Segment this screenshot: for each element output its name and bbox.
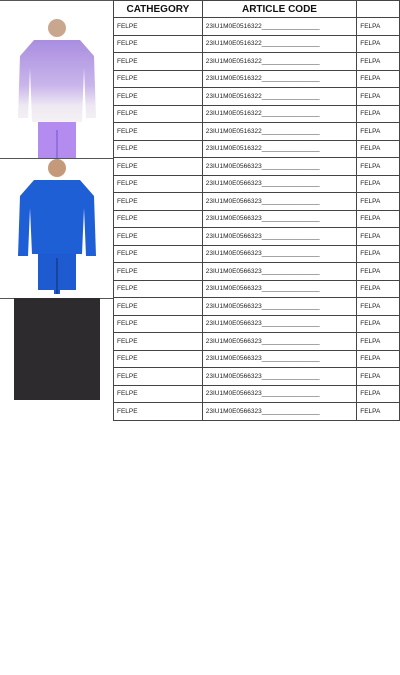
cell-type: FELPA [357,35,400,53]
table-row [114,35,400,53]
cell-article-code: 23IU1M0E0566323________________ [202,368,357,386]
table-row [114,315,400,333]
cell-article-code: 23IU1M0E0566323________________ [202,298,357,316]
cell-type: FELPA [357,315,400,333]
cell-type: FELPA [357,245,400,263]
table-row [114,350,400,368]
cell-category: FELPE [114,333,203,351]
cell-type: FELPA [357,263,400,281]
product-image-column [0,0,114,675]
cell-type: FELPA [357,140,400,158]
cell-category: FELPE [114,245,203,263]
cell-category: FELPE [114,368,203,386]
cell-article-code: 23IU1M0E0516322________________ [202,140,357,158]
table-row [114,210,400,228]
header-category: CATHEGORY [114,1,203,18]
cell-type: FELPA [357,175,400,193]
cell-type: FELPA [357,18,400,36]
cell-article-code: 23IU1M0E0566323________________ [202,280,357,298]
cell-type: FELPA [357,228,400,246]
table-header-row [114,1,400,18]
cell-type: FELPA [357,53,400,71]
cell-category: FELPE [114,140,203,158]
table-row [114,70,400,88]
image-divider [0,0,113,1]
cell-article-code: 23IU1M0E0516322________________ [202,70,357,88]
cell-type: FELPA [357,280,400,298]
table-row [114,105,400,123]
table-row [114,245,400,263]
cell-type: FELPA [357,368,400,386]
cell-article-code: 23IU1M0E0566323________________ [202,175,357,193]
cell-category: FELPE [114,105,203,123]
cell-article-code: 23IU1M0E0516322________________ [202,35,357,53]
cell-category: FELPE [114,403,203,421]
cell-article-code: 23IU1M0E0516322________________ [202,53,357,71]
blue-sweatshirt-photo [14,158,100,298]
cell-category: FELPE [114,210,203,228]
cell-category: FELPE [114,158,203,176]
cell-category: FELPE [114,123,203,141]
table-row [114,140,400,158]
cell-category: FELPE [114,280,203,298]
table-row [114,158,400,176]
cell-type: FELPA [357,88,400,106]
table-row [114,263,400,281]
cell-type: FELPA [357,123,400,141]
table-row [114,403,400,421]
header-article-code: ARTICLE CODE [202,1,357,18]
cell-category: FELPE [114,385,203,403]
cell-article-code: 23IU1M0E0566323________________ [202,350,357,368]
cell-category: FELPE [114,175,203,193]
table-body [114,18,400,421]
cell-article-code: 23IU1M0E0566323________________ [202,193,357,211]
cell-article-code: 23IU1M0E0566323________________ [202,228,357,246]
cell-category: FELPE [114,350,203,368]
cell-type: FELPA [357,333,400,351]
brand-logo: ICE PLAY [58,612,74,675]
cell-type: FELPA [357,193,400,211]
header-type [357,1,400,18]
cell-category: FELPE [114,70,203,88]
table-row [114,88,400,106]
table-row [114,193,400,211]
cell-type: FELPA [357,105,400,123]
brand-logo-panel [14,298,100,675]
cell-category: FELPE [114,298,203,316]
cell-article-code: 23IU1M0E0566323________________ [202,403,357,421]
cell-article-code: 23IU1M0E0566323________________ [202,263,357,281]
cell-article-code: 23IU1M0E0566323________________ [202,210,357,228]
cell-category: FELPE [114,228,203,246]
cell-article-code: 23IU1M0E0516322________________ [202,18,357,36]
table-row [114,53,400,71]
cell-article-code: 23IU1M0E0566323________________ [202,333,357,351]
table-row [114,18,400,36]
cell-category: FELPE [114,35,203,53]
article-table [113,0,400,421]
table-row [114,123,400,141]
cell-type: FELPA [357,158,400,176]
table-row [114,368,400,386]
cell-article-code: 23IU1M0E0566323________________ [202,315,357,333]
table-row [114,228,400,246]
cell-article-code: 23IU1M0E0566323________________ [202,385,357,403]
cell-article-code: 23IU1M0E0516322________________ [202,123,357,141]
table-row [114,333,400,351]
cell-article-code: 23IU1M0E0516322________________ [202,88,357,106]
cell-type: FELPA [357,70,400,88]
cell-type: FELPA [357,210,400,228]
cell-category: FELPE [114,193,203,211]
cell-category: FELPE [114,18,203,36]
cell-category: FELPE [114,263,203,281]
cell-category: FELPE [114,53,203,71]
cell-category: FELPE [114,315,203,333]
cell-type: FELPA [357,298,400,316]
cell-type: FELPA [357,403,400,421]
table-row [114,175,400,193]
cell-article-code: 23IU1M0E0566323________________ [202,158,357,176]
cell-type: FELPA [357,385,400,403]
cell-type: FELPA [357,350,400,368]
lilac-sweatshirt-photo [14,18,100,158]
table-row [114,298,400,316]
table-row [114,280,400,298]
cell-article-code: 23IU1M0E0516322________________ [202,105,357,123]
cell-category: FELPE [114,88,203,106]
cell-article-code: 23IU1M0E0566323________________ [202,245,357,263]
